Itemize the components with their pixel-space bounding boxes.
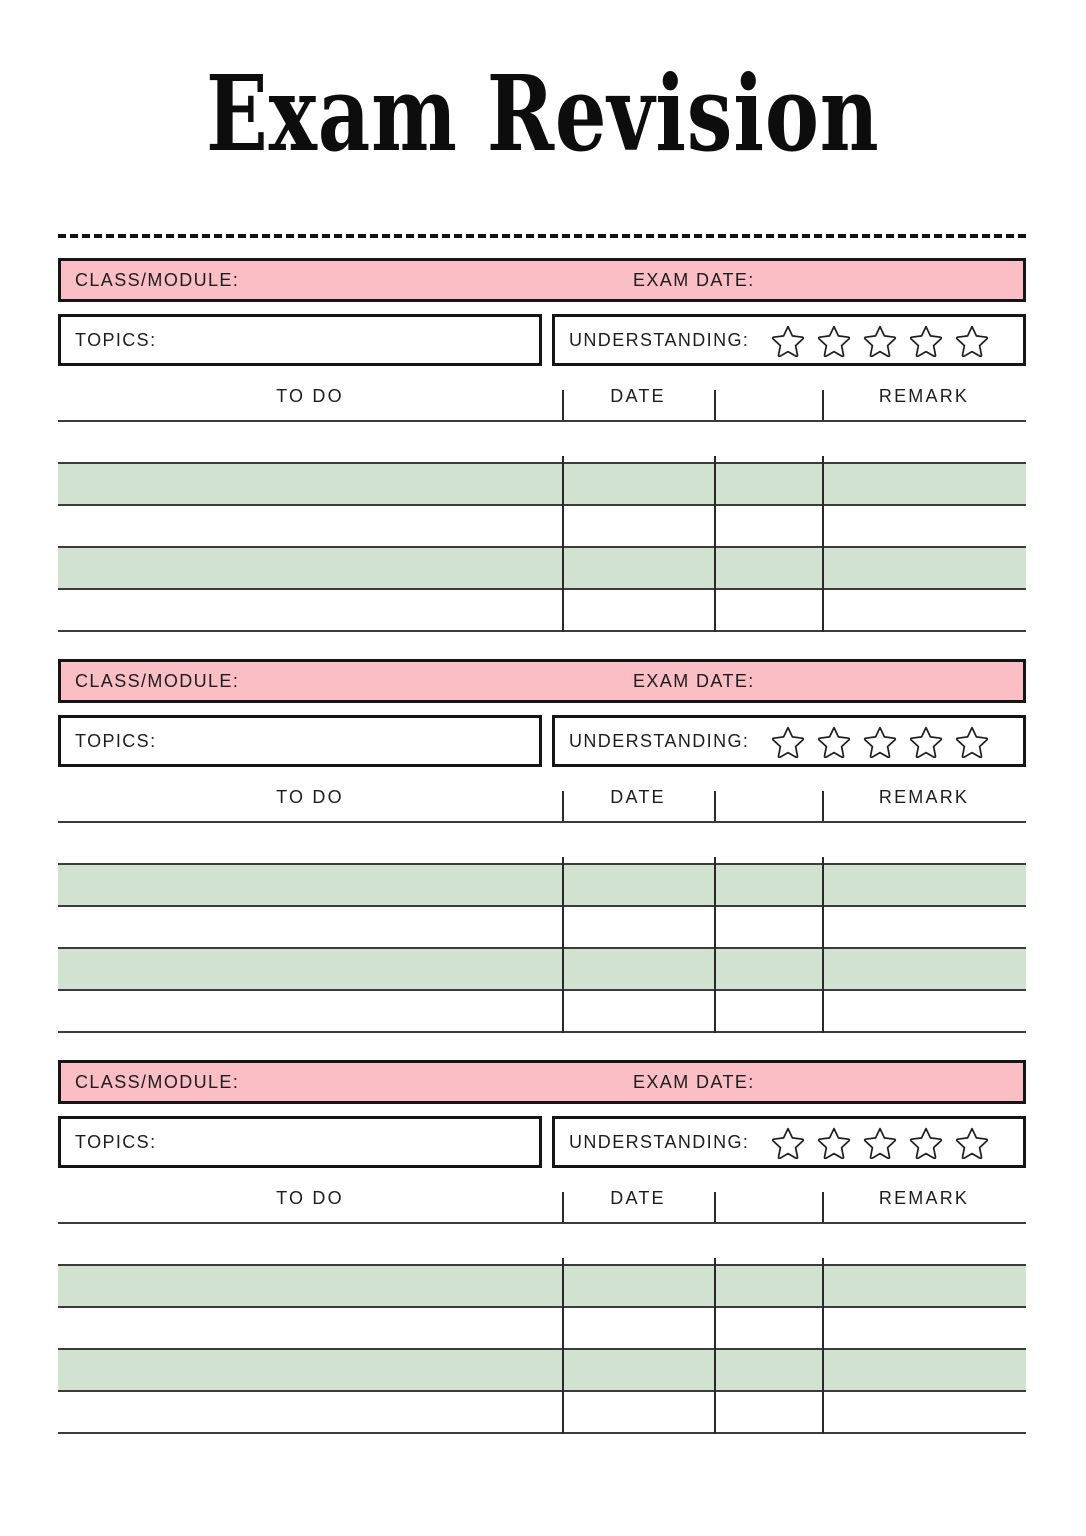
topics-label: TOPICS: xyxy=(75,329,157,350)
table-body xyxy=(58,821,1026,1033)
star-outline-icon[interactable] xyxy=(863,324,897,357)
table-column-dividers xyxy=(58,1258,1026,1434)
column-divider xyxy=(714,857,716,1033)
star-outline-icon[interactable] xyxy=(771,1126,805,1159)
column-divider xyxy=(562,456,564,632)
todo-table xyxy=(58,1188,1026,1434)
exam-date-label: EXAM DATE: xyxy=(633,269,755,290)
star-outline-icon[interactable] xyxy=(771,324,805,357)
column-divider xyxy=(822,1258,824,1434)
column-divider xyxy=(714,456,716,632)
star-outline-icon[interactable] xyxy=(909,324,943,357)
page-title-wrap xyxy=(0,52,1086,175)
understanding-box xyxy=(552,1116,1026,1168)
understanding-star-rating[interactable] xyxy=(771,324,989,357)
column-header-date: DATE xyxy=(610,1188,666,1208)
column-divider xyxy=(714,390,716,420)
column-divider xyxy=(714,1192,716,1222)
column-header-remark: REMARK xyxy=(878,1188,970,1208)
class-module-bar[interactable] xyxy=(58,1060,1026,1104)
class-module-bar[interactable] xyxy=(58,659,1026,703)
column-divider xyxy=(714,791,716,821)
column-divider xyxy=(562,857,564,1033)
table-header-row xyxy=(58,1188,1026,1222)
understanding-star-rating[interactable] xyxy=(771,725,989,758)
table-column-dividers xyxy=(58,456,1026,632)
column-header-todo: TO DO xyxy=(276,386,344,406)
column-header-remark: REMARK xyxy=(878,787,970,807)
topics-box[interactable] xyxy=(58,314,542,366)
star-outline-icon[interactable] xyxy=(955,725,989,758)
column-divider xyxy=(562,1258,564,1434)
column-header-todo: TO DO xyxy=(276,1188,344,1208)
column-header-todo: TO DO xyxy=(276,787,344,807)
dashed-divider xyxy=(58,234,1026,238)
star-outline-icon[interactable] xyxy=(863,725,897,758)
column-divider xyxy=(822,857,824,1033)
star-outline-icon[interactable] xyxy=(955,1126,989,1159)
topics-understanding-row xyxy=(58,1116,1026,1168)
todo-table xyxy=(58,787,1026,1033)
star-outline-icon[interactable] xyxy=(863,1126,897,1159)
star-outline-icon[interactable] xyxy=(955,324,989,357)
page-title: Exam Revision xyxy=(206,52,880,175)
understanding-label: UNDERSTANDING: xyxy=(569,730,750,751)
todo-table xyxy=(58,386,1026,632)
star-outline-icon[interactable] xyxy=(817,1126,851,1159)
column-header-date: DATE xyxy=(610,386,666,406)
column-divider xyxy=(714,1258,716,1434)
topics-label: TOPICS: xyxy=(75,730,157,751)
understanding-label: UNDERSTANDING: xyxy=(569,1131,750,1152)
revision-section-3 xyxy=(58,1060,1026,1434)
table-body xyxy=(58,420,1026,632)
exam-date-label: EXAM DATE: xyxy=(633,670,755,691)
table-body xyxy=(58,1222,1026,1434)
revision-section-2 xyxy=(58,659,1026,1033)
column-divider xyxy=(822,456,824,632)
class-module-label: CLASS/MODULE: xyxy=(75,269,240,290)
table-header-row xyxy=(58,787,1026,821)
column-header-date: DATE xyxy=(610,787,666,807)
understanding-box xyxy=(552,715,1026,767)
topics-label: TOPICS: xyxy=(75,1131,157,1152)
topics-understanding-row xyxy=(58,314,1026,366)
topics-box[interactable] xyxy=(58,1116,542,1168)
star-outline-icon[interactable] xyxy=(771,725,805,758)
star-outline-icon[interactable] xyxy=(817,324,851,357)
star-outline-icon[interactable] xyxy=(909,1126,943,1159)
understanding-box xyxy=(552,314,1026,366)
understanding-star-rating[interactable] xyxy=(771,1126,989,1159)
column-header-remark: REMARK xyxy=(878,386,970,406)
topics-understanding-row xyxy=(58,715,1026,767)
understanding-label: UNDERSTANDING: xyxy=(569,329,750,350)
star-outline-icon[interactable] xyxy=(817,725,851,758)
revision-section-1 xyxy=(58,258,1026,632)
class-module-label: CLASS/MODULE: xyxy=(75,1071,240,1092)
table-column-dividers xyxy=(58,857,1026,1033)
exam-date-label: EXAM DATE: xyxy=(633,1071,755,1092)
class-module-label: CLASS/MODULE: xyxy=(75,670,240,691)
star-outline-icon[interactable] xyxy=(909,725,943,758)
table-header-row xyxy=(58,386,1026,420)
class-module-bar[interactable] xyxy=(58,258,1026,302)
topics-box[interactable] xyxy=(58,715,542,767)
